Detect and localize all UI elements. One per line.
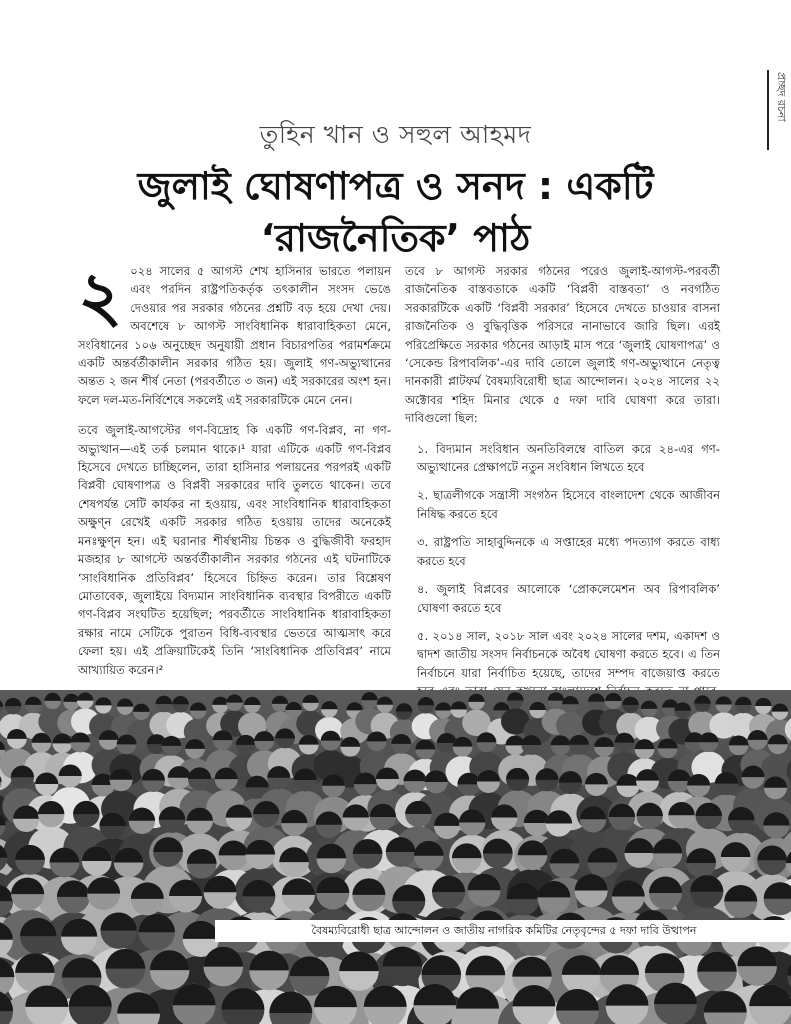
paragraph-1 [78,258,391,409]
demand-list [405,440,720,719]
title-line-1: জুলাই ঘোষণাপত্র ও সনদ : একটি [137,164,654,208]
paragraph-2: তবে জুলাই-আগস্টের গণ-বিদ্রোহ কি একটি গণ-বিপ্লব, না গণ-অভ্যুত্থান—এই তর্ক চলমান থাকে।¹ যারা এটিকে একটি গণ-বিপ্লব হিসেবে দেখতে চাচ্ছিলেন, তারা হাসিনার পলায়নের পরপরই একটি বিপ্লবী ঘোষণাপত্র ও বিপ্লবী সরকারের দাবি তুলতে থাকেন। তবে শেষপর্যন্ত সেটি কার্যকর না হওয়ায়, এবং সাংবিধানিক ধারাবাহিকতা অক্ষুণ্ন রেখেই একটি সরকার গঠিত হওয়ায় তাদের অনেকেই মনঃক্ষুণ্ন হন। এই ঘরানার শীর্ষস্থানীয় চিন্তক ও বুদ্ধিজীবী ফরহাদ মজহার ৮ আগস্টে অন্তর্বর্তীকালীন সরকার গঠনের এই ঘটনাটিকে ‘সাংবিধানিক প্রতিবিপ্লব’ হিসেবে চিহ্নিত করেন। তার বিশ্লেষণ মোতাবেক, জুলাইয়ে বিদ্যমান সাংবিধানিক ব্যবস্থার বিপরীতে একটি গণ-বিপ্লব সংঘটিত হয়েছিল; পরবর্তীতে সাংবিধানিক ধারাবাহিকতা রক্ষার নামে সেটিকে পুরাতন বিধি-ব্যবস্থার ভেতরে আত্মসাৎ করে ফেলা হয়। এই প্রক্রিয়াটিকেই তিনি ‘সাংবিধানিক প্রতিবিপ্লব’ নামে আখ্যায়িত করেন।² [78,423,391,677]
demand-item-2: ২. ছাত্রলীগকে সন্ত্রাসী সংগঠন হিসেবে বাংলাদেশ থেকে আজীবন নিষিদ্ধ করতে হবে [417,488,720,521]
demand-item-3: ৩. রাষ্ট্রপতি সাহাবুদ্দিনকে এ সপ্তাহের মধ্যে পদত্যাগ করতে বাধ্য করতে হবে [417,535,720,568]
right-column [405,262,720,729]
article-author: তুহিন খান ও সহুল আহমদ [259,120,532,149]
demand-item-5: ৫. ২০১৪ সাল, ২০১৮ সাল এবং ২০২৪ সালের দশম, একাদশ ও দ্বাদশ জাতীয় সংসদ নির্বাচনকে অবৈধ ঘোষণা করতে হবে। এ তিন নির্বাচনে যারা নির্বাচিত হয়েছে, তাদের সম্পদ বাজেয়াপ্ত করতে [417,628,720,680]
crowd-photo-illustration [0,690,791,1024]
demand-item-4: ৪. জুলাই বিপ্লবের আলোকে ‘প্রোকলেমেশন অব রিপাবলিক’ ঘোষণা করতে হবে [417,582,720,615]
article-title [40,160,751,264]
right-intro: তবে ৮ আগস্ট সরকার গঠনের পরেও জুলাই-আগস্ট-পরবর্তী রাজনৈতিক বাস্তবতাকে একটি ‘বিপ্লবী বাস্তবতা’ ও নবগঠিত সরকারটিকে একটি ‘বিপ্লবী সরকার’ হিসেবে দেখতে চাওয়ার বাসনা রাজনৈতিক ও বুদ্ধিবৃত্তিক পরিসরে নানাভাবে জারি ছিল। এরই পরিপ্রেক্ষিতে সরকার গঠনের আড়াই মাস পরে ‘জুলাই ঘোষণাপত্র’ ও ‘সেকেন্ড রিপাবলিক’-এর দাবি তোলে জুলাই গণ-অভ্যুত্থানে নেতৃত্ব দানকারী প্লাটফর্ম বৈষম্যবিরোধী ছাত্র আন্দোলন। ২০২৪ সালের ২২ অক্টোবর শহিদ মিনার থেকে ৫ দফা দাবি ঘোষণা করে তারা। দাবিগুলো ছিল: [405,264,720,426]
crowd-photo [0,690,791,1024]
title-line-2: ‘রাজনৈতিক’ পাঠ [260,216,531,260]
drop-cap: ২ [78,258,123,337]
left-column [78,258,391,691]
paragraph-1-text: ০২৪ সালের ৫ আগস্ট শেখ হাসিনার ভারতে পলায়ন এবং পরদিন রাষ্ট্রপতিকর্তৃক তৎকালীন সংসদ ভেঙে দেওয়ার পর সরকার গঠনের প্রশ্নটি বড় হয়ে দেখা দেয়। অবশেষে ৮ আগস্ট সাংবিধানিক ধারাবাহিকতা মেনে, সংবিধানের ১০৬ অনুচ্ছেদ অনুযায়ী প্রধান বিচারপতির পরামর্শক্রমে একটি অন্তর্বর্তীকালীন সরকার গঠিত হয়। জুলাই গণ-অভ্যুত্থানের অন্তত ২ জন শীর্ষ নেতা (পরবর্তীতে ৩ জন) এই সরকারের অংশ হন। ফলে দল-মত-নির্বিশেষে সকলেই এই সরকারটিকে মেনে নেন। [78,264,391,407]
section-label: প্রচ্ছদ রচনা [767,70,787,150]
photo-caption: বৈষম্যবিরোধী ছাত্র আন্দোলন ও জাতীয় নাগরিক কমিটির নেতৃবৃন্দের ৫ দফা দাবি উত্থাপন [215,920,791,942]
demand-item-1: ১. বিদ্যমান সংবিধান অনতিবিলম্বে বাতিল করে ২৪-এর গণ-অভ্যুত্থানের প্রেক্ষাপটে নতুন সংবিধান লিখতে হবে [417,441,720,475]
